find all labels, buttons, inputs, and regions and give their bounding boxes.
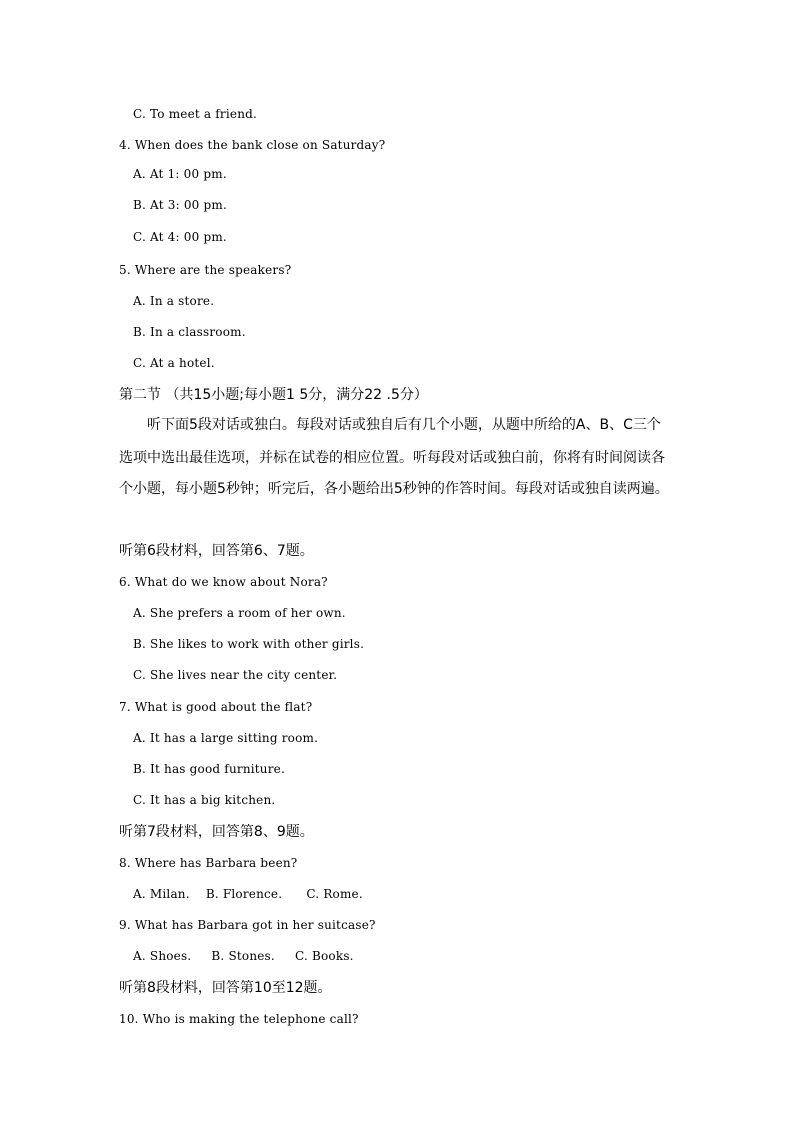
option-7b: B. It has good furniture. <box>133 762 285 776</box>
option-4a: A. At 1: 00 pm. <box>133 167 227 181</box>
question-10: 10. Who is making the telephone call? <box>119 1012 359 1026</box>
material-8-heading: 听第8段材料，回答第10至12题。 <box>119 980 332 996</box>
question-6: 6. What do we know about Nora? <box>119 575 328 589</box>
option-5c: C. At a hotel. <box>133 356 215 370</box>
question-9-options: A. Shoes. B. Stones. C. Books. <box>133 949 354 963</box>
question-9: 9. What has Barbara got in her suitcase? <box>119 918 376 932</box>
instructions-line-3: 个小题，每小题5秒钟；听完后，各小题给出5秒钟的作答时间。每段对话或独自读两遍。 <box>119 481 669 497</box>
option-7c: C. It has a big kitchen. <box>133 793 276 807</box>
option-4c: C. At 4: 00 pm. <box>133 230 227 244</box>
question-8: 8. Where has Barbara been? <box>119 856 298 870</box>
instructions-line-2: 选项中选出最佳选项，并标在试卷的相应位置。听每段对话或独白前，你将有时间阅读各 <box>119 450 665 466</box>
question-5: 5. Where are the speakers? <box>119 263 292 277</box>
material-7-heading: 听第7段材料，回答第8、9题。 <box>119 824 314 840</box>
question-8-options: A. Milan. B. Florence. C. Rome. <box>133 887 363 901</box>
option-6c: C. She lives near the city center. <box>133 668 338 682</box>
option-7a: A. It has a large sitting room. <box>133 731 319 745</box>
option-5b: B. In a classroom. <box>133 325 246 339</box>
option-6b: B. She likes to work with other girls. <box>133 637 365 651</box>
section-heading: 第二节 （共15小题;每小题1 5分，满分22 .5分） <box>119 387 428 403</box>
question-7: 7. What is good about the flat? <box>119 700 313 714</box>
option-4b: B. At 3: 00 pm. <box>133 198 227 212</box>
instructions-line-1: 听下面5段对话或独白。每段对话或独自后有几个小题，从题中所给的A、B、C三个 <box>147 417 661 433</box>
material-6-heading: 听第6段材料，回答第6、7题。 <box>119 543 314 559</box>
option-3c: C. To meet a friend. <box>133 107 258 121</box>
option-5a: A. In a store. <box>133 294 215 308</box>
option-6a: A. She prefers a room of her own. <box>133 606 346 620</box>
question-4: 4. When does the bank close on Saturday? <box>119 138 386 152</box>
